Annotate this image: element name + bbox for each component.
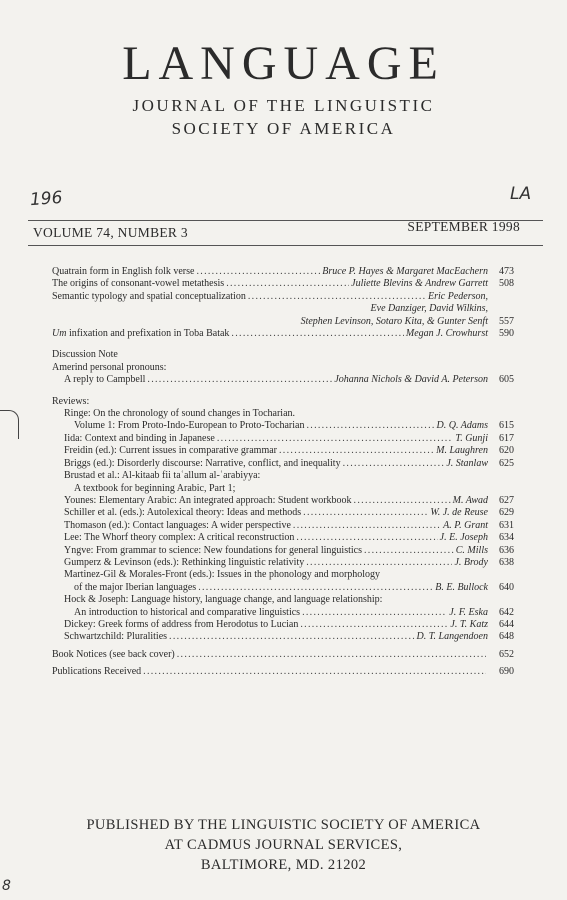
entry-page: 615 <box>499 420 514 432</box>
entry-author: J. T. Katz <box>450 618 488 630</box>
entry-author: Bruce P. Hayes & Margaret MacEachern <box>322 266 488 277</box>
entry-title: Quatrain form in English folk verse <box>52 266 195 277</box>
entry-page: 627 <box>499 494 514 506</box>
review-entry: Gumperz & Levinson (eds.): Rethinking linguistic relativity ..... J. Brody 638 <box>52 557 514 569</box>
toc-entry <box>52 278 514 290</box>
entry-author: J. E. Joseph <box>439 532 488 544</box>
entry-author: Johanna Nichols & David A. Peterson <box>334 374 488 386</box>
entry-page: 605 <box>499 374 514 386</box>
publications-received-entry: Publications Received ..... 690 <box>52 666 514 678</box>
book-notices-entry: Book Notices (see back cover) ..... 652 <box>52 649 514 661</box>
review-entry-continuation: An introduction to historical and comparative linguistics ..... J. F. Eska 642 <box>52 607 514 619</box>
handwritten-mark: 8 <box>2 878 11 894</box>
journal-subtitle-line1: JOURNAL OF THE LINGUISTIC <box>132 96 435 115</box>
entry-title: Um infixation and prefixation in Toba Batak <box>52 328 230 340</box>
review-entry: Briggs (ed.): Disorderly discourse: Narrative, conflict, and inequality ..... J. Stanlaw 625 <box>52 458 514 470</box>
review-entry: Martinez-Gil & Morales-Front (eds.): Issues in the phonology and morphology <box>64 569 381 581</box>
entry-author: W. J. de Reuse <box>430 507 488 519</box>
review-entry: Brustad et al.: Al-kitaab fii taʿallum al-ʿarabiyya: <box>64 470 261 482</box>
review-entry: Iida: Context and binding in Japanese ..... T. Gunji 617 <box>52 433 514 445</box>
entry-page: 636 <box>499 544 514 556</box>
entry-title: The origins of consonant-vowel metathesis <box>52 278 225 290</box>
entry-page: 625 <box>499 457 514 469</box>
entry-title: Semantic typology and spatial conceptualization <box>52 290 246 302</box>
review-entry: Thomason (ed.): Contact languages: A wider perspective ..... A. P. Grant 631 <box>52 520 514 532</box>
review-entry: Younes: Elementary Arabic: An integrated approach: Student workbook ..... M. Awad 627 <box>52 495 514 507</box>
entry-author: T. Gunji <box>455 432 488 444</box>
entry-author: Megan J. Crowhurst <box>405 328 488 340</box>
toc-entry-continuation <box>52 316 514 328</box>
entry-author: Stephen Levinson, Sotaro Kita, & Gunter Senft <box>300 315 488 327</box>
section-heading: Reviews: <box>52 395 90 407</box>
divider-bottom <box>28 245 543 246</box>
review-entry: Hock & Joseph: Language history, language change, and language relationship: <box>64 594 383 606</box>
review-entry-continuation: of the major Iberian languages ..... B. E. Bullock 640 <box>52 582 514 594</box>
entry-page: 631 <box>499 519 514 531</box>
toc-entry <box>52 291 514 303</box>
publisher-line2: AT CADMUS JOURNAL SERVICES, <box>164 837 403 853</box>
entry-title: Amerind personal pronouns: <box>52 361 167 373</box>
entry-author: B. E. Bullock <box>435 581 488 593</box>
entry-page: 638 <box>499 556 514 568</box>
toc-entry-continuation <box>52 374 514 386</box>
margin-pencil-mark <box>0 410 19 439</box>
entry-page: 629 <box>499 507 514 519</box>
section-heading: Discussion Note <box>52 349 118 361</box>
entry-page: 690 <box>499 666 514 678</box>
publisher-line3: BALTIMORE, MD. 21202 <box>200 857 367 873</box>
volume-number: VOLUME 74, NUMBER 3 <box>33 225 188 240</box>
review-entry: Dickey: Greek forms of address from Herodotus to Lucian ..... J. T. Katz 644 <box>52 619 514 631</box>
entry-page: 648 <box>499 631 514 643</box>
entry-author: C. Mills <box>455 544 488 556</box>
entry-author: M. Laughren <box>436 445 488 457</box>
review-entry-continuation: Volume 1: From Proto-Indo-European to Proto-Tocharian ..... D. Q. Adams 615 <box>52 420 514 432</box>
entry-author: D. T. Langendoen <box>416 631 488 643</box>
review-entry: Ringe: On the chronology of sound changes in Tocharian. <box>64 408 296 420</box>
entry-page: 508 <box>499 278 514 290</box>
entry-author: D. Q. Adams <box>436 420 488 432</box>
review-entry-continuation: A textbook for beginning Arabic, Part 1; <box>74 482 236 494</box>
entry-page: 644 <box>499 618 514 630</box>
entry-page: 652 <box>499 648 514 660</box>
entry-page: 620 <box>499 445 514 457</box>
toc-entry <box>52 266 514 278</box>
entry-page: 642 <box>499 606 514 618</box>
review-entry: Schwartzchild: Pluralities ..... D. T. Langendoen 648 <box>52 631 514 643</box>
toc-entry-continuation <box>52 303 514 315</box>
entry-author: Juliette Blevins & Andrew Garrett <box>351 278 488 290</box>
entry-title: A reply to Campbell <box>64 374 146 386</box>
entry-author: J. Brody <box>454 556 488 568</box>
entry-author: J. F. Eska <box>449 606 488 618</box>
review-entry: Yngve: From grammar to science: New foundations for general linguistics ..... C. Mills 636 <box>52 545 514 557</box>
entry-page: 640 <box>499 581 514 593</box>
entry-page: 634 <box>499 532 514 544</box>
issue-date: SEPTEMBER 1998 <box>407 219 520 234</box>
journal-title: LANGUAGE <box>122 37 445 90</box>
entry-page: 590 <box>499 328 514 340</box>
publisher-line1: PUBLISHED BY THE LINGUISTIC SOCIETY OF AMERICA <box>86 817 481 833</box>
toc-entry <box>52 328 514 340</box>
review-entry: Schiller et al. (eds.): Autolexical theory: Ideas and methods ..... W. J. de Reuse 629 <box>52 507 514 519</box>
review-entry: Freidin (ed.): Current issues in comparative grammar ..... M. Laughren 620 <box>52 445 514 457</box>
journal-subtitle-line2: SOCIETY OF AMERICA <box>171 119 396 138</box>
review-entry: Lee: The Whorf theory complex: A critical reconstruction ..... J. E. Joseph 634 <box>52 532 514 544</box>
entry-page: 473 <box>499 266 514 277</box>
entry-author: Eric Pederson, <box>428 290 488 302</box>
entry-author: A. P. Grant <box>443 519 488 531</box>
entry-page: 557 <box>499 315 514 327</box>
entry-author: J. Stanlaw <box>446 457 488 469</box>
handwritten-initials: LA <box>510 184 532 204</box>
handwritten-number: 196 <box>29 187 64 211</box>
entry-author: M. Awad <box>452 494 488 506</box>
entry-author: Eve Danziger, David Wilkins, <box>370 303 488 315</box>
toc-entry <box>52 362 514 374</box>
entry-page: 617 <box>499 432 514 444</box>
table-of-contents <box>52 266 514 679</box>
